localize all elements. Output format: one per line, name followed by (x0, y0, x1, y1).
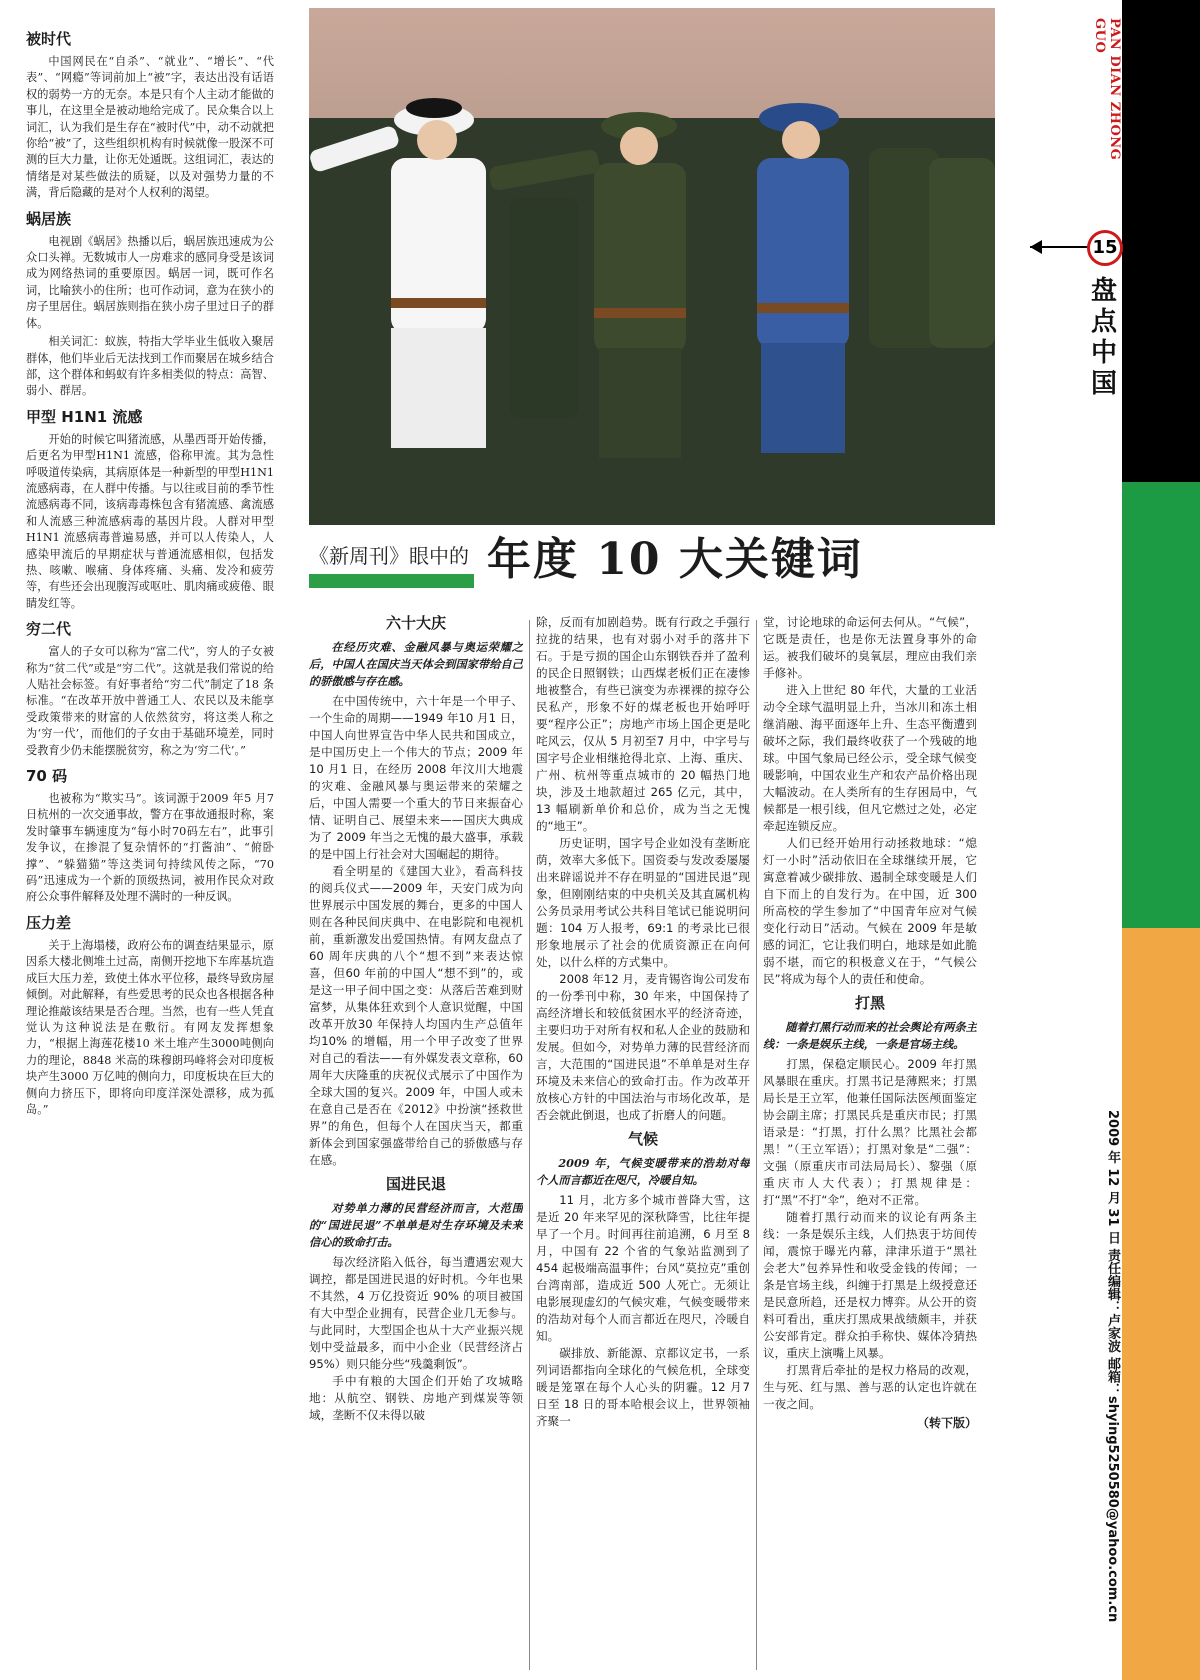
article-paragraph: 进入上世纪 80 年代，大量的工业活动令全球气温明显上升，当冰川和冻土相继消融、海平面逐年上升、生态平衡遭到破坏之际，我们最终收获了一个残破的地球。中国气象局已经公示，受全球气候变暖影响，中国农业生产和农产品价格出现大幅波动。在人类所有的生存困局中，气候都是一根引线，但凡它燃过之处，必定牵起连锁反应。 (763, 683, 977, 833)
section-title: 盘点中国 (1090, 276, 1117, 399)
keyword-paragraph: 也被称为“欺实马”。该词源于2009 年5 月7 日杭州的一次交通事故，警方在事故通报时称，案发时肇事车辆速度为“每小时70码左右”，此事引发争议，在掺混了复杂情怀的“打酱油”、“俯卧撑”、“躲猫猫”等这类词句持续风传之际，“70 码”迅速成为一个新的顶级热词，被用作民众对政府公众事件解释及处理不满时的一种反讽。 (26, 792, 274, 904)
headline-green-bar (309, 574, 474, 588)
article-column-3 (763, 614, 977, 1674)
section-lead: 对势单力薄的民营经济而言，大范围的“国进民退”不单单是对生存环境及未来信心的致命打击。 (309, 1201, 523, 1249)
article-paragraph: 除，反而有加剧趋势。既有行政之手强行拉拢的结果，也有对弱小对手的落井下石。于是亏损的国企山东钢铁吞并了盈利的民企日照钢铁；山西煤老板们正在凄惨地被整合，有些已演变为赤裸裸的掠夺公民私产，形象不好的煤老板也开始呼吁要“程序公正”；房地产市场上国企更是叱咤风云，仅从 5 月初至7 月中，中字号与国字号企业相继抢得北京、上海、重庆、广州、杭州等重点城市的 20 幅热门地块，涉及土地款超过 265 亿元，其中，13 幅刷新单价和总价，成为当之无愧的“地王”。 (536, 615, 750, 833)
article-paragraph: 11 月，北方多个城市普降大雪，这是近 20 年来罕见的深秋降雪，比往年提早了一个月。时间再往前追溯，6 月至 8 月，中国有 22 个省的气象站监测到了 454 起极端高温事件；台风“莫拉克”重创台湾南部，造成近 500 人死亡。无须让电影展现虚幻的气候灾难，气候变暖带来的浩劫对每个人而言都近在咫尺，冷暖自知。 (536, 1193, 750, 1343)
section-heading: 六十大庆 (385, 614, 446, 632)
column-divider (529, 620, 530, 1670)
section-pinyin: PAN DIAN ZHONG GUO (1092, 18, 1122, 161)
side-color-strip (1122, 0, 1200, 1680)
article-paragraph: 随着打黑行动而来的议论有两条主线：一条是娱乐主线，人们热衷于坊间传闻，震惊于曝光内幕，津津乐道于“黑社会老大”包养异性和收受金钱的传闻；一条是官场主线，纠缠于打黑是上级授意还是民意所趋，还是权力博弈。从公开的资料可看出，重庆打黑成果战绩颇丰，并获公安部肯定。群众拍手称快、媒体冷猜热议，重庆上演嘴上风暴。 (763, 1210, 977, 1360)
article-paragraph: 每次经济陷入低谷，每当遭遇宏观大调控，都是国进民退的好时机。今年也果不其然，4 万亿投资近 90% 的项目被国有大中型企业拥有，民营企业几无参与。与此同时，大型国企也从十大产业振兴规划中受益最多，而中小企业（民营经济占 95%）则只能分些“残羹剩饭”。 (309, 1255, 523, 1371)
date-editor-footer: 2009 年 12 月 31 日 责任编辑：卢家波 邮箱：shying5250580@yahoo.com.cn (1105, 1110, 1120, 1623)
continued-note: （转下版） (916, 1416, 977, 1430)
article-paragraph: 手中有粮的大国企们开始了攻城略地：从航空、钢铁、房地产到煤炭等领域，垄断不仅未得以破 (309, 1374, 523, 1422)
keyword-heading: 穷二代 (26, 620, 72, 639)
page-number: 15 (1087, 230, 1123, 266)
headline-title: 年度 10 大关键词 (487, 534, 863, 585)
section-lead: 2009 年，气候变暖带来的浩劫对每个人而言都近在咫尺，冷暖自知。 (536, 1156, 750, 1187)
article-paragraph: 打黑，保稳定顺民心。2009 年打黑风暴眼在重庆。打黑书记是薄熙来；打黑局长是王立军，他兼任国际法医颅面鉴定协会副主席；打黑民兵是重庆市民；打黑语录是：“打黑，打什么黑？比黑社会都黑！”（王立军语）；打黑对象是“二强”：文强（原重庆市司法局局长）、黎强（原重庆市人大代表）；打黑规律是：打“黑”不打“伞”，绝对不正常。 (763, 1057, 977, 1207)
keyword-paragraph: 电视剧《蜗居》热播以后，蜗居族迅速成为公众口头禅。无数城市人一房难求的感同身受是该词成为网络热词的重要原因。蜗居一词，既可作名词，比喻狭小的住所；也可作动词，意为在狭小的房子里居住。蜗居族则指在狭小房子里过日子的群体。 (26, 234, 274, 330)
section-heading: 气候 (627, 1130, 658, 1148)
keyword-heading: 蜗居族 (26, 209, 72, 228)
article-paragraph: 碳排放、新能源、京都议定书，一系列词语都指向全球化的气候危机，全球变暖是笼罩在每个人心头的阴霾。12 月7 日至 18 日的哥本哈根会议上，世界领袖齐聚一 (536, 1346, 750, 1428)
keyword-paragraph: 关于上海塌楼，政府公布的调查结果显示，原因系大楼北侧堆土过高，南侧开挖地下车库基坑造成巨大压力差，致使土体水平位移，最终导致房屋倾倒。对此解释，有些爱思考的民众也各根据各种理论推敲该结果是否合理。当然，也有一些人凭直觉认为这种说法是在敷衍。有网友发挥想象力，“根据上海莲花楼10 米土堆产生3000吨侧向力的理论，8848 米高的珠穆朗玛峰将会对印度板块产生3000 万亿吨的侧向力，印度板块在巨大的侧向力挤压下，即将向印度洋深处漂移，成为孤岛。” (26, 938, 274, 1116)
article-paragraph: 在中国传统中，六十年是一个甲子、一个生命的周期——1949 年10 月1 日，中国人向世界宣告中华人民共和国成立，是中国历史上一个伟大的节点；2009 年10 月1 日，在经历 2008 年汶川大地震的灾难、金融风暴与奥运带来的荣耀之后，中国人需要一个重大的节日来振奋心情、证明自己、展望未来——国庆大典成为了 2009 年当之无愧的最大盛事，承载的是中国上行社会对大国崛起的期待。 (309, 694, 523, 861)
arrow-head-icon (1030, 240, 1042, 254)
article-column-1 (309, 614, 523, 1674)
article-column-2 (536, 614, 750, 1674)
headline-subtitle: 《新周刊》眼中的 (309, 544, 469, 568)
article-paragraph: 看全明星的《建国大业》，看高科技的阅兵仪式——2009 年，天安门成为向世界展示中国发展的舞台，更多的中国人则在各种民间庆典中、在电影院和电视机前，重新激发出爱国热情。有网友盘点了60 周年庆典的八个“想不到”来表达惊喜，但60 年前的中国人“想不到”的，或是这一甲子间中国之变：从落后苦难到财富梦，从集体狂欢到个人意识觉醒，中国改革开放30 年保持人均国内生产总值年均10% 的增幅，用一个甲子改变了世界对自己的看法——有外媒发表文章称，60 周年大庆隆重的庆祝仪式展示了中国作为全球大国的复兴。2009 年，中国人或未在意自己是否在《2012》中扮演“拯救世界”的角色，但每个人在国庆当天，都重新体会到国家强盛带给自己的骄傲感与存在感。 (309, 864, 523, 1167)
section-heading: 打黑 (854, 994, 885, 1012)
keyword-paragraph: 开始的时候它叫猪流感，从墨西哥开始传播，后更名为甲型H1N1 流感，俗称甲流。其为急性呼吸道传染病，其病原体是一种新型的甲型H1N1 流感病毒，在人群中传播。与以往或目前的季节性流感病毒不同，该病毒毒株包含有猪流感、禽流感和人流感三种流感病毒的基因片段。人群对甲型H1N1 流感病毒普遍易感，并可以人传染人，人感染甲流后的早期症状与普通流感相似，包括发热、咳嗽、喉痛、身体疼痛、头痛、发冷和疲劳等，有些还会出现腹泻或呕吐、肌肉痛或疲倦、眼睛发红等。 (26, 432, 274, 610)
parade-photo (309, 8, 995, 525)
keyword-paragraph: 相关词汇：蚁族，特指大学毕业生低收入聚居群体，他们毕业后无法找到工作而聚居在城乡结合部，这个群体和蚂蚁有许多相类似的特点：高智、弱小、群居。 (26, 335, 274, 398)
headline-area (309, 532, 999, 592)
article-paragraph: 2008 年12 月，麦肯锡咨询公司发布的一份季刊中称，30 年来，中国保持了高经济增长和较低贫困水平的经济奇迹，主要归功于对所有权和私人企业的鼓励和发展。但如今，对势单力薄的民营经济而言，大范围的“国进民退”不单单是对生存环境及未来信心的致命打击。作为改革开放核心方针的中国法治与市场化改革，是否会就此倒退，也成了折磨人的问题。 (536, 972, 750, 1122)
keyword-heading: 被时代 (26, 30, 72, 48)
section-lead: 随着打黑行动而来的社会舆论有两条主线：一条是娱乐主线，一条是官场主线。 (763, 1020, 977, 1051)
article-paragraph: 打黑背后牵扯的是权力格局的改观，生与死、红与黑、善与恶的认定也许就在一夜之间。 (763, 1363, 977, 1411)
strip-green-band (1122, 482, 1200, 928)
article-paragraph: 人们已经开始用行动拯救地球：“熄灯一小时”活动依旧在全球继续开展，它寓意着减少碳排放、遏制全球变暖是人们自下而上的自发行为。在中国，近 300 所高校的学生参加了“中国青年应对气候变化行动日”活动。气候在 2009 年是敏感的词汇，它让我们明白，地球是如此脆弱不堪，而它的积极意义在于，“气候公民”将成为每个人的责任和使命。 (763, 836, 977, 986)
parade-photo-illustration (309, 8, 995, 525)
strip-black-band (1122, 0, 1200, 482)
article-paragraph: 历史证明，国字号企业如没有垄断庇荫，效率大多低下。国资委与发改委屡屡出来辟谣说并不存在明显的“国进民退”现象，但刚刚结束的中央机关及其直属机构公务员录用考试公共科目笔试已能说明问题：104 万人报考，69:1 的考录比已很形象地展示了社会的优质资源正在向何处，以什么样的方式集中。 (536, 836, 750, 969)
keyword-heading: 压力差 (26, 913, 72, 932)
left-keyword-column (26, 30, 274, 1670)
article-paragraph: 堂，讨论地球的命运何去何从。“气候”，它既是责任，也是你无法置身事外的命运。被我们破坏的臭氧层，理应由我们亲手修补。 (763, 615, 977, 680)
keyword-heading: 70 码 (26, 767, 68, 786)
column-divider (756, 620, 757, 1670)
keyword-paragraph: 中国网民在“自杀”、“就业”、“增长”、“代表”、“网瘾”等词前加上“被”字，表达出没有话语权的弱势一方的无奈。本是只有个人主动才能做的事儿，在这里全是被动地给完成了。民众集合以上词汇，认为我们是生存在“被时代”中，动不动就把你给“被”了，这些组织机构有时候就像一股深不可测的巨大力量，让你无处遁既。这组词汇，表达的情绪是对某些做法的质疑，以及对强势力量的不满，背后隐藏的是对个人权利的渴望。 (26, 55, 274, 200)
keyword-paragraph: 富人的子女可以称为“富二代”，穷人的子女被称为“贫二代”或是“穷二代”。这就是我们常说的给人贴社会标签。有好事者给“穷二代”制定了18 条标准。“在改革开放中普通工人、农民以及未能享受政策带来的财富的人依然贫穷，将这类人称之为‘穷一代’，而他们的子女由于基础环境差，同时受教育少仍未能摆脱贫穷，称之为‘穷二代’。” (26, 645, 274, 757)
strip-orange-band (1122, 928, 1200, 1680)
section-heading: 国进民退 (385, 1175, 446, 1193)
keyword-heading: 甲型 H1N1 流感 (26, 407, 143, 426)
section-lead: 在经历灾难、金融风暴与奥运荣耀之后，中国人在国庆当天体会到国家带给自己的骄傲感与存在感。 (309, 640, 523, 688)
